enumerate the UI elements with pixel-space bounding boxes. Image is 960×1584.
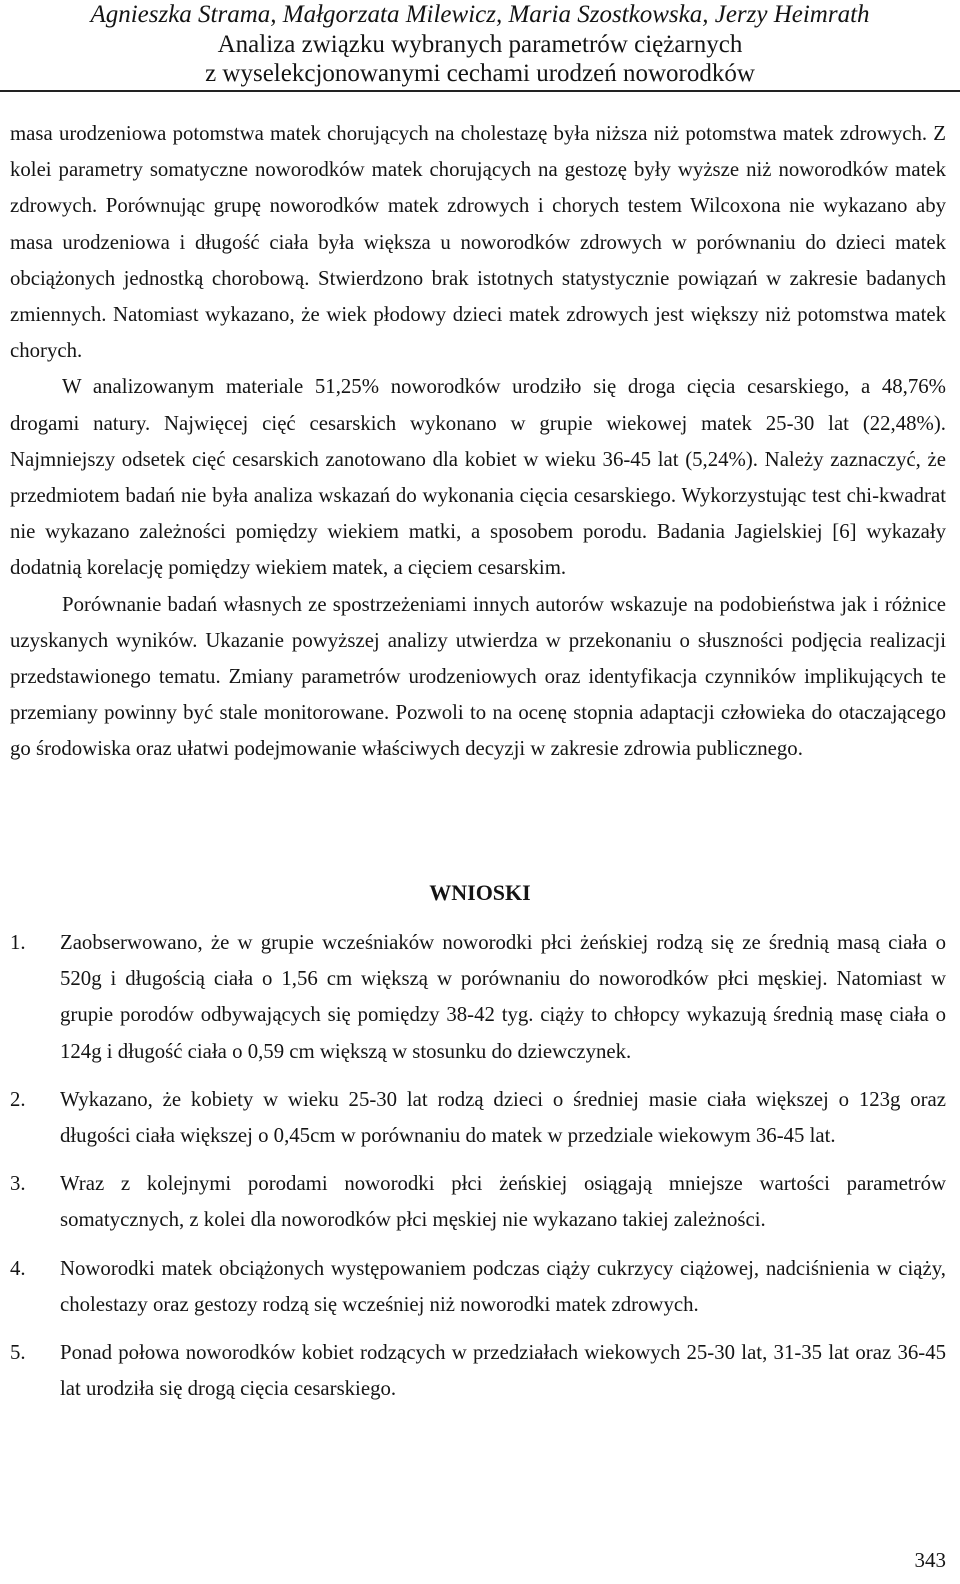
conclusion-number: 1. <box>10 931 26 954</box>
running-header <box>0 0 960 88</box>
conclusion-text: Wraz z kolejnymi porodami noworodki płci żeńskiej osiągają mniejsze wartości parametrów somatycznych, z kolei dla noworodków płci męskiej nie wykazano takiej zależności. <box>60 1172 946 1232</box>
conclusion-number: 5. <box>10 1341 26 1365</box>
header-title-line-1: Analiza związku wybranych parametrów ciężarnych <box>217 31 743 58</box>
conclusions-list <box>10 925 946 1419</box>
header-authors: Agnieszka Strama, Małgorzata Milewicz, Maria Szostkowska, Jerzy Heimrath <box>90 1 870 28</box>
conclusion-item <box>10 1335 946 1407</box>
header-title-line-2: z wyselekcjonowanymi cechami urodzeń noworodków <box>205 60 755 87</box>
conclusion-number: 3. <box>10 1172 26 1196</box>
conclusion-text: Noworodki matek obciążonych występowaniem podczas ciąży cukrzycy ciążowej, nadciśnienia w ciąży, cholestazy oraz gestozy rodzą się wcześniej niż noworodki matek zdrowych. <box>60 1256 946 1316</box>
conclusion-item <box>10 1166 946 1238</box>
conclusion-number: 4. <box>10 1256 26 1280</box>
header-divider <box>0 90 960 92</box>
conclusion-item <box>10 925 946 1070</box>
conclusion-item <box>10 1082 946 1154</box>
conclusion-text: Zaobserwowano, że w grupie wcześniaków noworodki płci żeńskiej rodzą się ze średnią masą ciała o 520g i długością ciała o 1,56 cm większą w porównaniu do noworodków płci męskiej. Natomiast w grupie porodów odbywających się pomiędzy 38-42 tyg. ciąży to chłopcy wykazują średnią masę ciała o 124g i długość ciała o 0,59 cm większą w stosunku do dziewczynek. <box>60 931 946 1063</box>
paragraph-1: masa urodzeniowa potomstwa matek chorujących na cholestazę była niższa niż potomstwa matek zdrowych. Z kolei parametry somatyczne noworodków matek chorujących na gestozę były wyższe niż noworodków matek zdrowych. Porównując grupę noworodków matek zdrowych i chorych testem Wilcoxona nie wykazano aby masa urodzeniowa i długość ciała była większa u noworodków zdrowych w porównaniu do dzieci matek obciążonych jednostką chorobową. Stwierdzono brak istotnych statystycznie powiązań w zakresie badanych zmiennych. Natomiast wykazano, że wiek płodowy dzieci matek zdrowych jest większy niż potomstwa matek chorych. <box>10 122 946 363</box>
page-number: 343 <box>914 1548 946 1572</box>
conclusion-number: 2. <box>10 1087 26 1111</box>
paragraph-2: W analizowanym materiale 51,25% noworodków urodziło się droga cięcia cesarskiego, a 48,76% drogami natury. Najwięcej cięć cesarskich wykonano w grupie wiekowej matek 25-30 lat (22,48%). Najmniejszy odsetek cięć cesarskich zanotowano dla kobiet w wieku 36-45 lat (5,24%). Należy zaznaczyć, że przedmiotem badań nie była analiza wskazań do wykonania cięcia cesarskiego. Wykorzystując test chi-kwadrat nie wykazano zależności pomiędzy wiekiem matki, a sposobem porodu. Badania Jagielskiej [6] wykazały dodatnią korelację pomiędzy wiekiem matek, a cięciem cesarskim. <box>10 375 946 580</box>
conclusion-text: Wykazano, że kobiety w wieku 25-30 lat rodzą dzieci o średniej masie ciała większej o 123g oraz długości ciała większej o 0,45cm w porównaniu do matek w przedziale wiekowym 36-45 lat. <box>60 1087 946 1148</box>
conclusion-item <box>10 1251 946 1323</box>
section-heading-conclusions: WNIOSKI <box>429 880 531 905</box>
discussion-body <box>10 116 946 768</box>
conclusion-text: Ponad połowa noworodków kobiet rodzących w przedziałach wiekowych 25-30 lat, 31-35 lat oraz 36-45 lat urodziła się drogą cięcia cesarskiego. <box>60 1341 946 1401</box>
paragraph-3: Porównanie badań własnych ze spostrzeżeniami innych autorów wskazuje na podobieństwa jak i różnice uzyskanych wyników. Ukazanie powyższej analizy utwierdza w przekonaniu o słuszności podjęcia realizacji przedstawionego tematu. Zmiany parametrów urodzeniowych oraz identyfikacja czynników implikujących te przemiany powinny być stale monitorowane. Pozwoli to na ocenę stopnia adaptacji człowieka do otaczającego go środowiska oraz ułatwi podejmowanie właściwych decyzji w zakresie zdrowia publicznego. <box>10 592 946 761</box>
